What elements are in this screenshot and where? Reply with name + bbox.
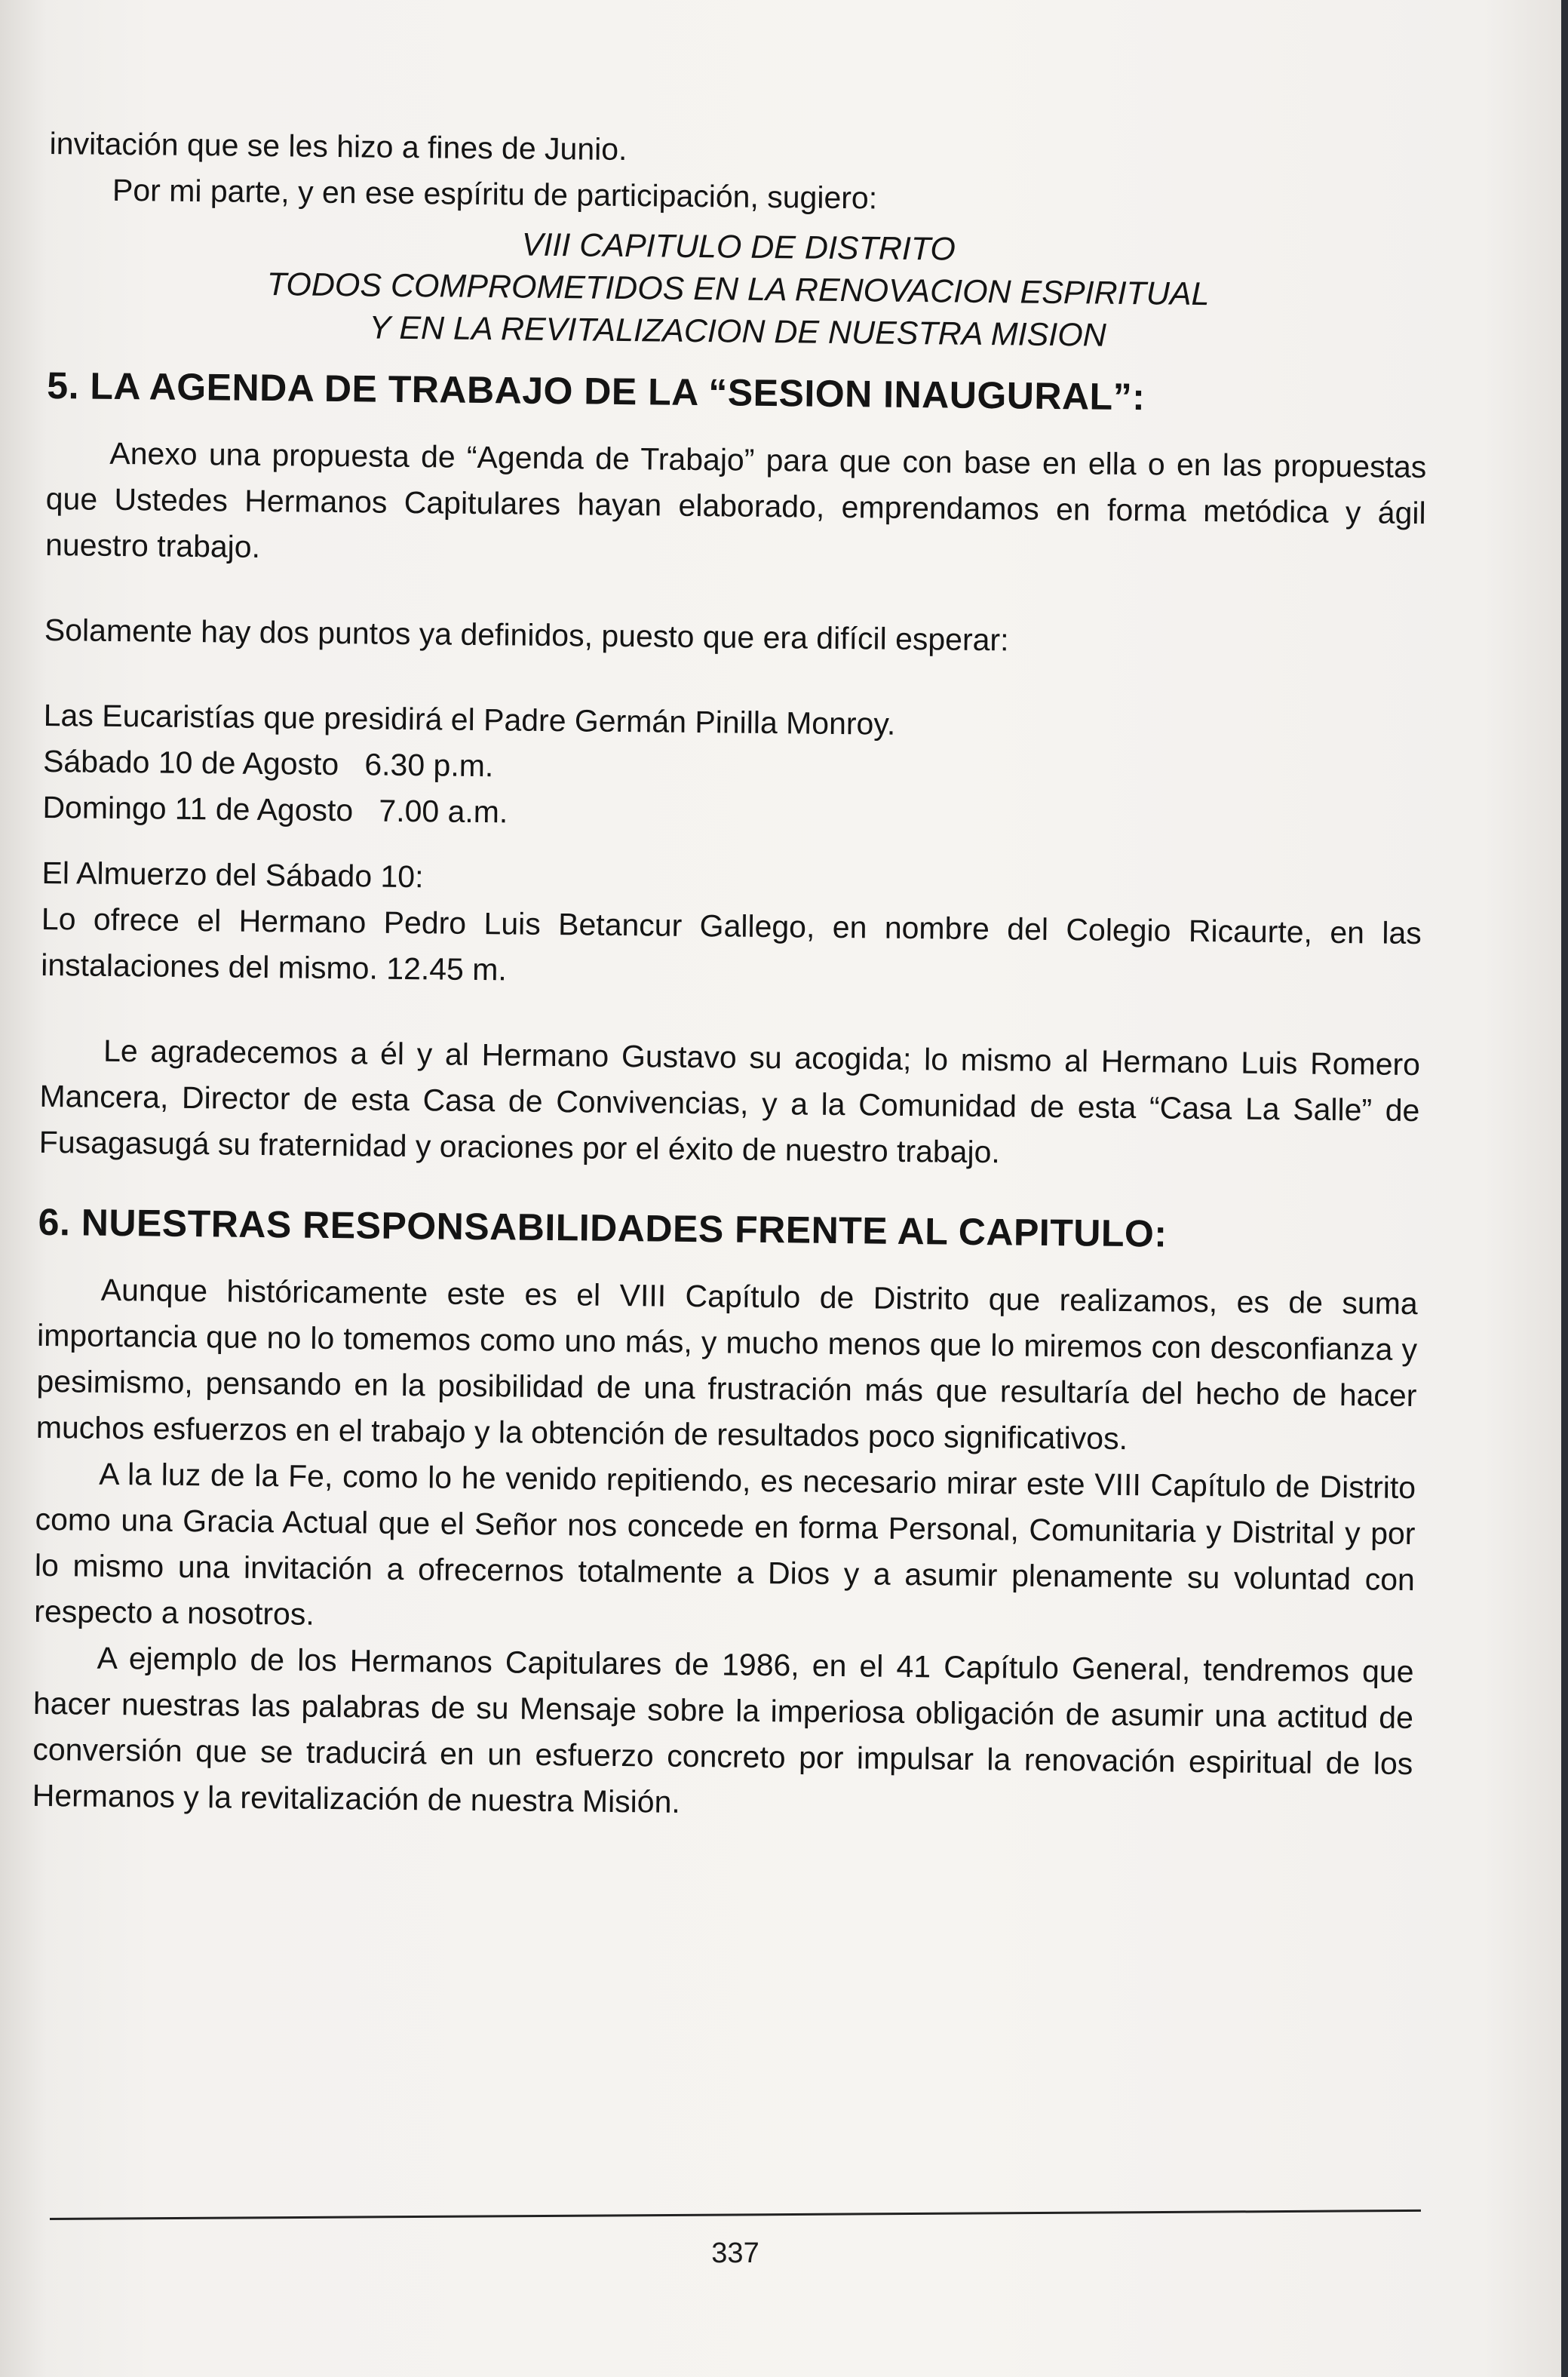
page-number: 337 bbox=[711, 2237, 759, 2269]
footer-rule bbox=[50, 2210, 1421, 2220]
section-5-paragraph: Le agradecemos a él y al Hermano Gustavo su acogida; lo mismo al Hermano Luis Romero Mancera, Director de esta Casa de Convivencias, y a la Comunidad de esta “Casa La Salle” de Fusagasugá su fraternidad y oraciones por el éxito de nuestro trabajo. bbox=[38, 1033, 1421, 1170]
motto-line: Y EN LA REVITALIZACION DE NUESTRA MISION bbox=[369, 309, 1106, 354]
eucharist-schedule bbox=[42, 693, 1424, 845]
section-5-paragraph: Solamente hay dos puntos ya definidos, puesto que era difícil esperar: bbox=[44, 612, 1009, 658]
motto-line: TODOS COMPROMETIDOS EN LA RENOVACION ESPIRITUAL bbox=[266, 266, 1210, 313]
section-6-paragraph: A la luz de la Fe, como lo he venido repitiendo, es necesario mirar este VIII Capítulo de Distrito como una Gracia Actual que el Señor nos concede en forma Personal, Comunitaria y Distrital y por lo mismo una invitación a ofrecernos totalmente a Dios y a asumir plenamente su voluntad con respecto a nosotros. bbox=[34, 1456, 1416, 1632]
section-5-paragraph: Anexo una propuesta de “Agenda de Trabajo” para que con base en ella o en las propuestas que Ustedes Hermanos Capitulares hayan elaborado, emprendamos en forma metódica y ágil nuestro trabajo. bbox=[44, 435, 1427, 564]
lunch-title: El Almuerzo del Sábado 10: bbox=[41, 855, 424, 895]
schedule-line: Sábado 10 de Agosto 6.30 p.m. bbox=[42, 743, 494, 784]
motto-line: VIII CAPITULO DE DISTRITO bbox=[521, 226, 956, 268]
intro-line: invitación que se les hizo a fines de Junio. bbox=[49, 125, 628, 167]
section-6-heading: 6. NUESTRAS RESPONSABILIDADES FRENTE AL CAPITULO: bbox=[38, 1200, 1168, 1255]
schedule-line: Domingo 11 de Agosto 7.00 a.m. bbox=[42, 789, 508, 830]
schedule-line: Las Eucaristías que presidirá el Padre Germán Pinilla Monroy. bbox=[43, 697, 896, 742]
chapter-motto bbox=[48, 219, 1429, 360]
lunch-note bbox=[41, 850, 1422, 1003]
section-6-paragraph: A ejemplo de los Hermanos Capitulares de 1986, en el 41 Capítulo General, tendremos que hacer nuestras las palabras de su Mensaje sobre la imperiosa obligación de asumir una actitud de conversión que se traducirá en un esfuerzo concreto por impulsar la renovación espiritual de los Hermanos y la revitalización de nuestra Misión. bbox=[32, 1640, 1414, 1820]
section-6-paragraph: Aunque históricamente este es el VIII Capítulo de Distrito que realizamos, es de suma importancia que no lo tomemos como uno más, y mucho menos que lo miremos con desconfianza y pesimismo, pensando en la posibilidad de una frustración más que resultaría del hecho de hacer muchos esfuerzos en el trabajo y la obtención de resultados poco significativos. bbox=[35, 1272, 1418, 1457]
section-5-heading: 5. LA AGENDA DE TRABAJO DE LA “SESION INAUGURAL”: bbox=[47, 364, 1146, 419]
suggest-line: Por mi parte, y en ese espíritu de participación, sugiero: bbox=[112, 172, 878, 216]
page-body bbox=[32, 121, 1429, 1833]
lunch-detail: Lo ofrece el Hermano Pedro Luis Betancur Gallego, en nombre del Colegio Ricaurte, en las instalaciones del mismo. 12.45 m. bbox=[41, 901, 1422, 987]
